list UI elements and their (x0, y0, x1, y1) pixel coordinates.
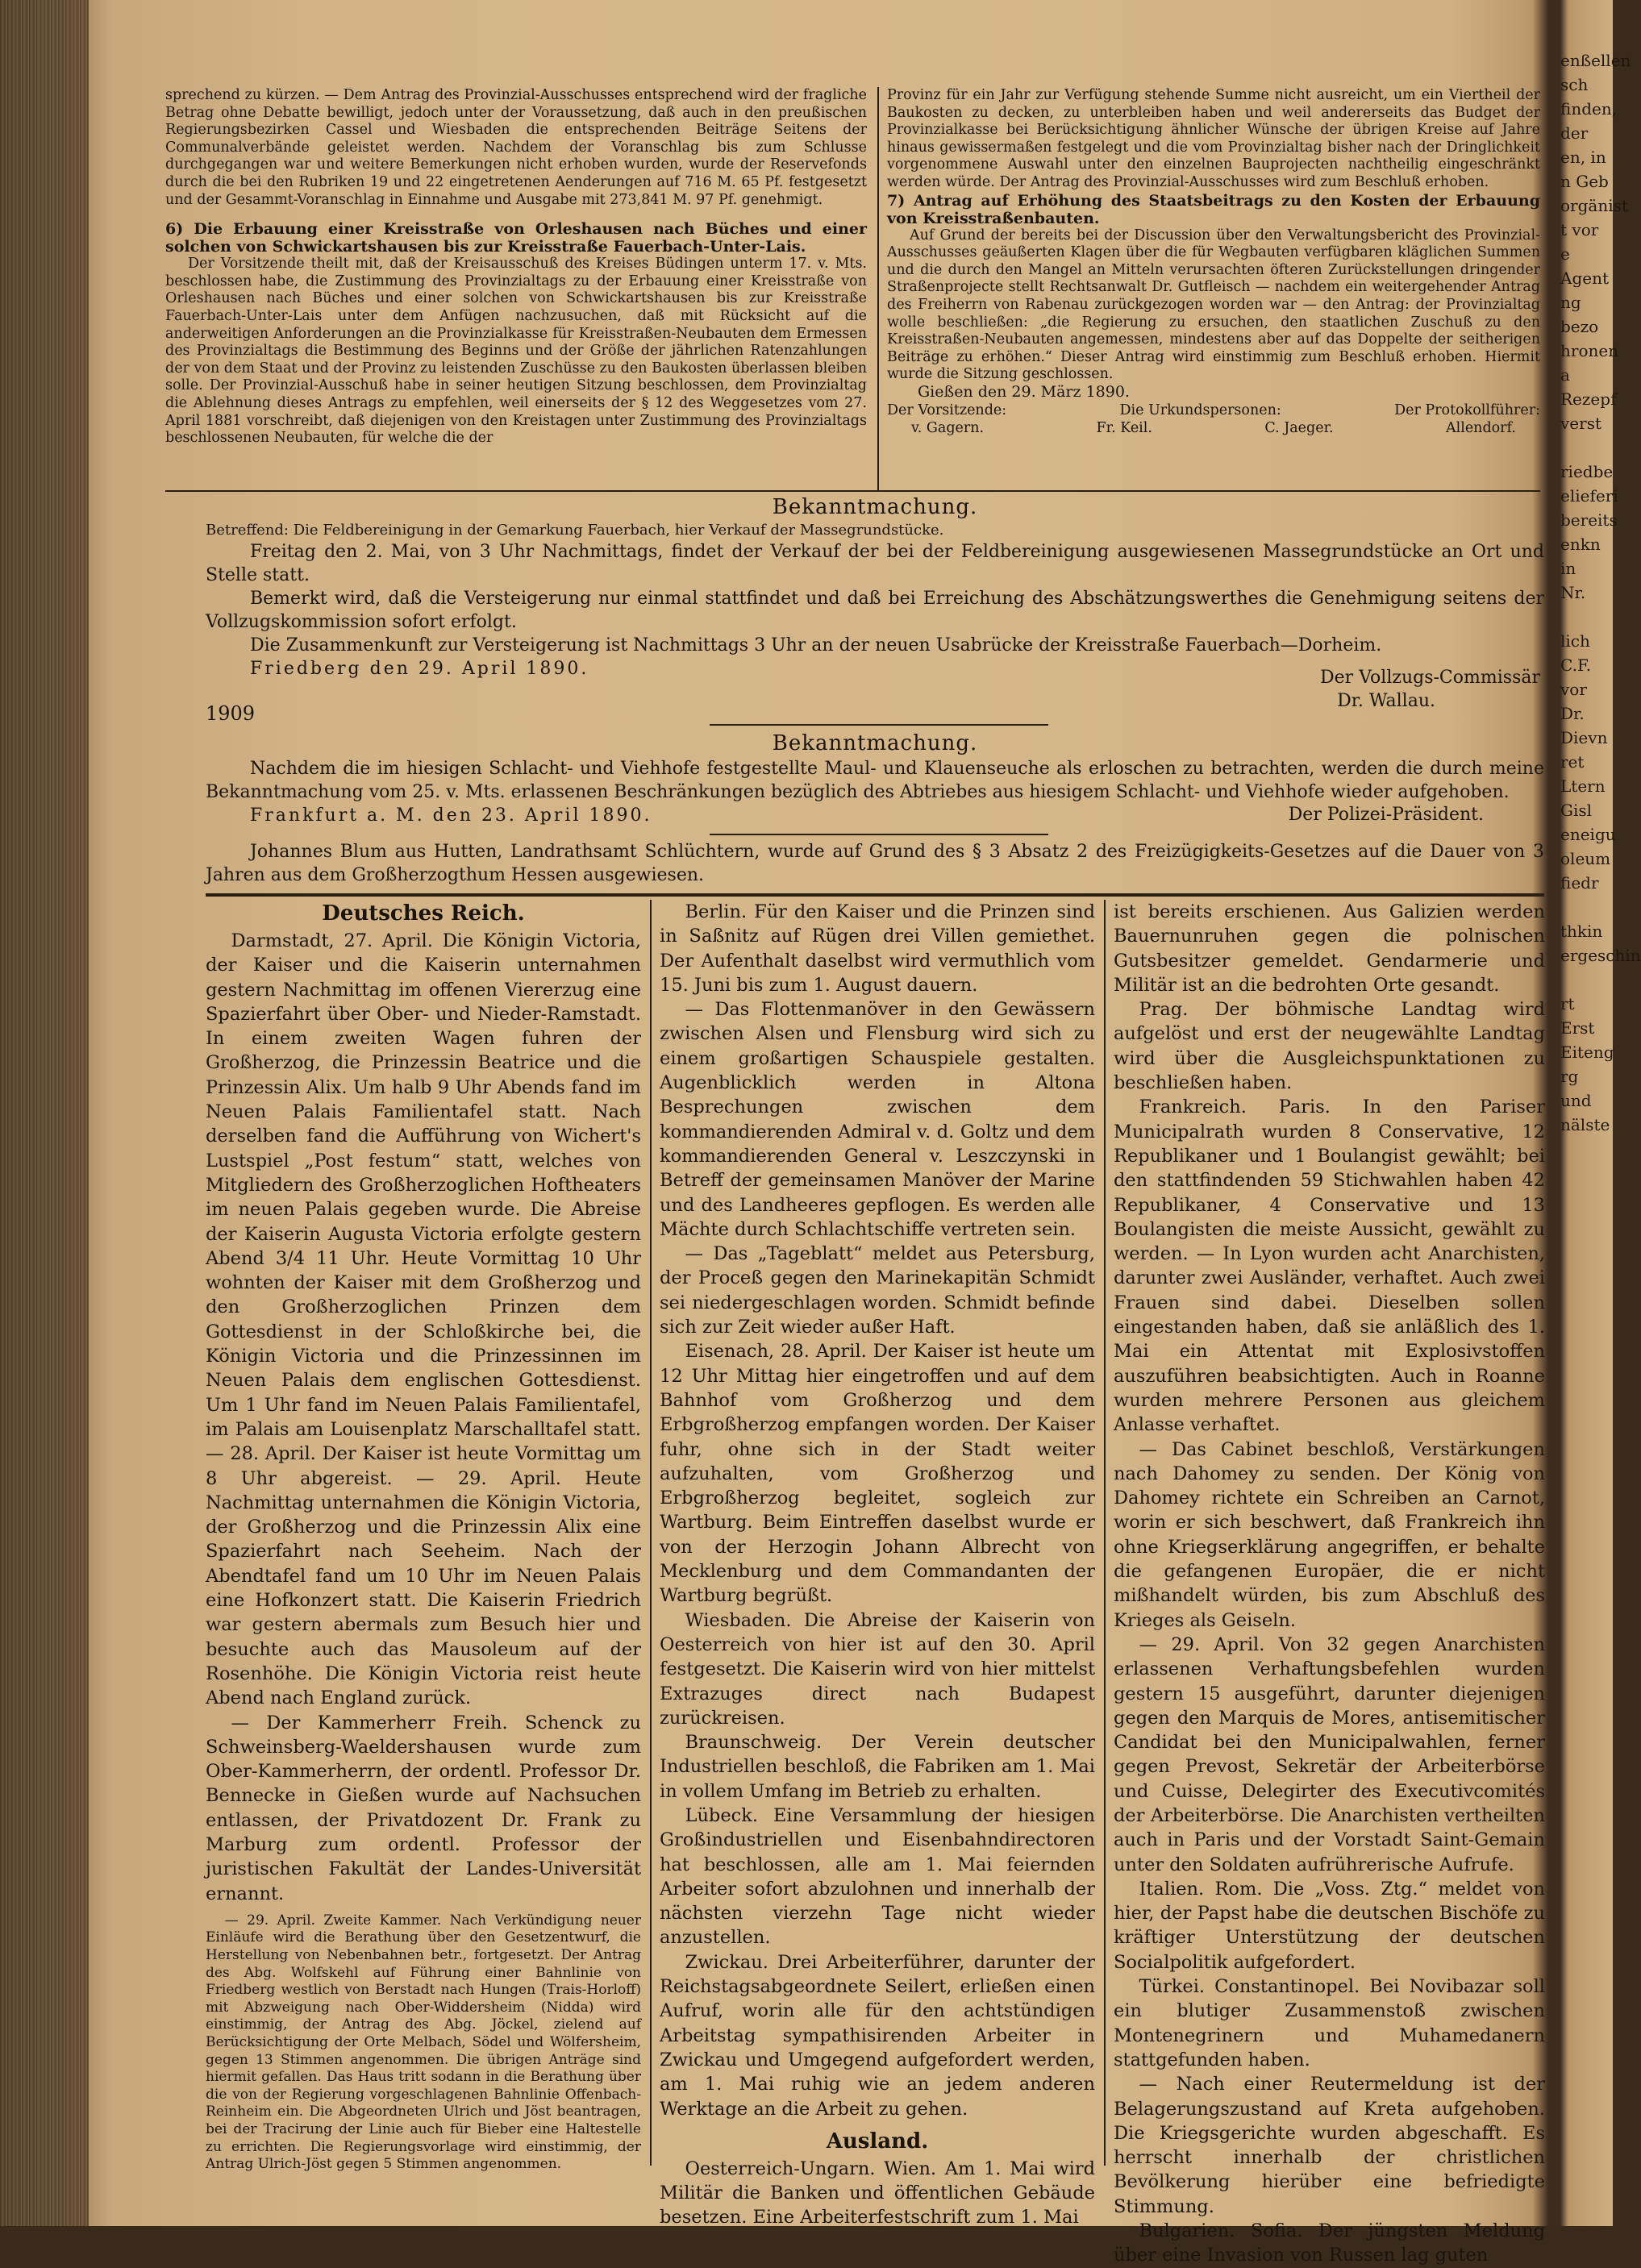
notice-divider (710, 834, 1048, 835)
protocol-right-block (887, 87, 1540, 490)
section-rule-heavy (206, 893, 1544, 897)
adjacent-page-line: finden, der (1560, 99, 1618, 143)
col3-anarchisten: — 29. April. Von 32 gegen Anarchisten erlassenen Verhaftungsbefehlen wurden gestern 15 ausgeführt, darunter diejenigen gegen den Marquis de Mores, antisemitischer Candidat bei den Municipalwahlen, ferner gegen Prevost, Sekretär der Arbeiterbörse und Cuisse, Delegirter des Executivcomités der Arbeiterbörse. Die Anarchisten vertheilten auch in Paris und der Vorstadt Saint-Gemain unter den Soldaten aufrührerische Aufrufe. (1114, 1633, 1545, 1875)
sig-name-clerk: Allendorf. (1445, 419, 1516, 436)
notice2-title: Bekanntmachung. (772, 731, 978, 755)
notice-divider (710, 724, 1048, 726)
col2-wiesbaden: Wiesbaden. Die Abreise der Kaiserin von Oesterreich von hier ist auf den 30. April festgesetzt. Die Kaiserin wird von hier mittelst Extrazuges direct nach Budapest zurückreisen. (660, 1609, 1095, 1729)
notice1-date: Friedberg den 29. April 1890. (250, 659, 589, 679)
notice-ausweisung (206, 840, 1544, 890)
sig-label-record: Die Urkundspersonen: (1119, 402, 1281, 418)
column-right (1114, 900, 1545, 2266)
adjacent-page-line: enßellen sch (1560, 51, 1631, 94)
col2-luebeck: Lübeck. Eine Versammlung der hiesigen Großindustriellen und Eisenbahndirectoren hat beschlossen, alle am 1. Mai feiernden Arbeiter sofort abzulohnen und innerhalb der nächsten vierzehn Tage nicht wieder anzustellen. (660, 1804, 1095, 1949)
notice1-p1: Freitag den 2. Mai, von 3 Uhr Nachmittags, findet der Verkauf der bei der Feldbereinigung ausgewiesenen Massegrundstücke an Ort und Stelle statt. (206, 542, 1544, 585)
notice1-sig-title: Der Vollzugs-Commissär (1320, 668, 1540, 688)
col1-personalia: — Der Kammerherr Freih. Schenck zu Schweinsberg-Waeldershausen wurde zum Ober-Kammerherrn, der ordentl. Professor Dr. Bennecke in Gießen wurde auf Nachsuchen entlassen, der Privatdozent Dr. Frank zu Marburg zum ordentl. Professor der juristischen Fakultät der Landes-Universität ernannt. (206, 1712, 641, 1904)
adjacent-page-line: thkin (1560, 922, 1603, 941)
col3-prag: Prag. Der böhmische Landtag wird aufgelöst und erst der neugewählte Landtag wird über die Ausgleichspunktationen zu beschließen haben. (1114, 999, 1545, 1094)
item7-heading: 7) Antrag auf Erhöhung des Staatsbeitrags zu den Kosten der Erbauung von Kreisstraßenbauten. (887, 191, 1540, 227)
adjacent-page-line: Erst (1560, 1018, 1595, 1038)
notice1-number: 1909 (206, 702, 256, 725)
column-rule (877, 87, 879, 490)
adjacent-page-line: verst (1560, 414, 1601, 433)
protocol-date: Gießen den 29. März 1890. (918, 382, 1130, 401)
notice3-p1: Johannes Blum aus Hutten, Landrathsamt Schlüchtern, wurde auf Grund des § 3 Absatz 2 des Freizügigkeits-Gesetzes auf die Dauer von 3 Jahren aus dem Großherzogthum Hessen ausgewiesen. (206, 842, 1544, 885)
adjacent-page-line: Agent (1560, 268, 1609, 288)
adjacent-page-line: eneigu (1560, 825, 1616, 844)
adjacent-page-line: rt (1560, 994, 1575, 1013)
sig-name-1: Fr. Keil. (1096, 419, 1152, 436)
sig-name-2: C. Jaeger. (1264, 419, 1334, 436)
adjacent-page-line: ergeschin (1560, 946, 1641, 965)
adjacent-page-line: Dievn (1560, 728, 1608, 747)
notice1-sig-name: Dr. Wallau. (1337, 691, 1435, 711)
notice1-p3: Die Zusammenkunft zur Versteigerung ist Nachmittags 3 Uhr an der neuen Usabrücke der Kreisstraße Fauerbach—Dorheim. (250, 635, 1382, 655)
adjacent-page-line (1560, 605, 1613, 629)
adjacent-page-line: Rezepf (1560, 389, 1617, 409)
adjacent-page-line (1560, 968, 1613, 992)
adjacent-page-fragments (1560, 48, 1641, 2209)
item6-heading: 6) Die Erbauung einer Kreisstraße von Orleshausen nach Büches und einer solchen von Schwickartshausen bis zur Kreisstraße Fauerbach-Unter-Lais. (165, 220, 867, 256)
adjacent-page-line: t vor e (1560, 220, 1599, 264)
adjacent-page-line: elieferi (1560, 486, 1618, 506)
adjacent-page-line: rg und (1560, 1067, 1592, 1110)
adjacent-page-line: n Geb (1560, 172, 1609, 191)
adjacent-page-line: hronen a (1560, 341, 1619, 385)
notice2-signature: Der Polizei-Präsident. (1288, 805, 1484, 825)
notice1-subject: Betreffend: Die Feldbereinigung in der Gemarkung Fauerbach, hier Verkauf der Massegrundstücke. (206, 522, 944, 539)
adjacent-page-line: fiedr (1560, 873, 1599, 893)
adjacent-page-line: enkn in (1560, 535, 1601, 578)
adjacent-page-line (1560, 895, 1613, 919)
signature-names (887, 419, 1540, 437)
protocol-intro-paragraph: sprechend zu kürzen. — Dem Antrag des Provinzial-Ausschusses entsprechend wird der fragliche Betrag ohne Debatte bewilligt, jedoch unter der Voraussetzung, daß auch in den preußischen Regierungsbezirken Cassel und Wiesbaden die entsprechenden Beiträge Seitens der Communalverbände geleistet werden. Nachdem der Voranschlag bis zum Schlusse durchgegangen war und weitere Bemerkungen nicht erhoben wurden, wurde der Reservefonds durch die bei den Rubriken 19 und 22 eingetretenen Aenderungen auf 716 M. 65 Pf. festgesetzt und der Gesammt-Voranschlag in Einnahme und Ausgabe mit 273,841 M. 97 Pf. genehmigt. (165, 87, 867, 208)
notice2-date: Frankfurt a. M. den 23. April 1890. (250, 805, 652, 826)
item6-text: Der Vorsitzende theilt mit, daß der Kreisausschuß des Kreises Büdingen unterm 17. v. Mts. beschlossen habe, die Zustimmung des Provinzialtags zu der Erbauung einer Kreisstraße von Orleshausen nach Büches und einer solchen von Schwickartshausen bis zur Kreisstraße Fauerbach-Unter-Lais unter dem Anfügen nachzusuchen, daß mit Rücksicht auf die anderweitigen Anforderungen an die Provinzialkasse für Kreisstraßen-Neubauten dem Ermessen des Provinzialtags die Bestimmung des Beginns und der Größe der jährlichen Ratenzahlungen der von dem Staat und der Provinz zu leistenden Zuschüsse zu den Baukosten überlassen bleiben solle. Der Provinzial-Ausschuß habe in seiner heutigen Sitzung beschlossen, dem Provinzialtag die Ablehnung dieses Antrags zu empfehlen, weil einerseits der § 12 des Weggesetzes vom 27. April 1881 vorschreibt, daß diejenigen von den Kreistagen unter Zustimmung des Provinzialtags beschlossenen Neubauten, für welche die der (165, 256, 867, 447)
signature-labels (887, 402, 1540, 419)
section-heading-deutsches-reich: Deutsches Reich. (322, 901, 525, 926)
col2-berlin: Berlin. Für den Kaiser und die Prinzen sind in Saßnitz auf Rügen drei Villen gemiethet. Der Aufenthalt daselbst wird vermuthlich vom 15. Juni bis zum 1. August dauern. (660, 901, 1095, 996)
adjacent-page-line: Gisl (1560, 801, 1593, 820)
sig-label-chair: Der Vorsitzende: (887, 402, 1007, 418)
column-rule (650, 900, 652, 2166)
section-rule (165, 490, 1540, 492)
adjacent-page-line: Eiteng (1560, 1042, 1614, 1062)
item7-text: Auf Grund der bereits bei der Discussion über den Verwaltungsbericht des Provinzial-Ausschusses geäußerten Klagen über die für Wegbauten verfügbaren kläglichen Summen und die durch den Mangel an Mitteln verursachten öfteren Zurückstellungen dringender Straßenprojecte stellt Rechtsanwalt Dr. Gutfleisch — nachdem ein weitergehender Antrag des Freiherrn von Rabenau zurückgezogen worden war — den Antrag: der Provinzialtag wolle beschließen: „die Regierung zu ersuchen, den staatlichen Zuschuß zu den Kreisstraßen-Neubauten angemessen, mindestens aber auf das Doppelte der seitherigen Beiträge zu erhöhen.“ Dieser Antrag wird einstimmig zum Beschluß erhoben. Hiermit wurde die Sitzung geschlossen. (887, 227, 1540, 383)
col2-braunschweig: Braunschweig. Der Verein deutscher Industriellen beschloß, die Fabriken am 1. Mai in vollem Umfang im Betrieb zu erhalten. (660, 1732, 1095, 1802)
section-heading-ausland: Ausland. (826, 2129, 929, 2154)
adjacent-page-line: nälste (1560, 1115, 1610, 1134)
adjacent-page-line: ret Ltern (1560, 752, 1606, 796)
col3-galizien: ist bereits erschienen. Aus Galizien werden Bauernunruhen gegen die polnischen Gutsbesitzer gemeldet. Gendarmerie und Militär ist an die bedrohten Orte gesandt. (1114, 901, 1545, 996)
adjacent-page-line: orgänist (1560, 196, 1628, 215)
col2-flottenmanoever: — Das Flottenmanöver in den Gewässern zwischen Alsen und Flensburg wird sich zu einem großartigen Schauspiele gestalten. Augenblicklich werden in Altona Besprechungen zwischen dem kommandierenden Admiral v. d. Goltz und dem kommandierenden General v. Leszczynski in Betreff der gemeinsamen Manöver der Marine und des Landheeres gepflogen. Es werden alle Mächte durch Schlachtschiffe vertreten sein. (660, 999, 1095, 1240)
protocol-left-block (165, 87, 867, 447)
col2-eisenach: Eisenach, 28. April. Der Kaiser ist heute um 12 Uhr Mittag hier eingetroffen und auf dem Bahnhof vom Großherzog und dem Erbgroßherzog empfangen worden. Der Kaiser fuhr, ohne sich in der Stadt weiter aufzuhalten, vom Großherzog und Erbgroßherzog begleitet, sogleich zur Wartburg. Beim Eintreffen daselbst wurde er von der Herzogin Johann Albrecht von Mecklenburg und dem Commandanten der Wartburg begrüßt. (660, 1341, 1095, 1607)
notice2-p1: Nachdem die im hiesigen Schlacht- und Viehhofe festgestellte Maul- und Klauenseuche als erloschen zu betrachten, werden die durch meine Bekanntmachung vom 25. v. Mts. erlassenen Beschränkungen bezüglich des Abtriebes aus hiesigem Schlacht- und Viehhofe wieder aufgehoben. (206, 759, 1544, 802)
sig-name-chair: v. Gagern. (911, 419, 985, 436)
adjacent-page-line: lich C.F. (1560, 631, 1592, 675)
adjacent-page-line: vor Dr. (1560, 680, 1587, 723)
col3-dahomey: — Das Cabinet beschloß, Verstärkungen nach Dahomey zu senden. Der König von Dahomey richtete ein Schreiben an Carnot, worin er sich beschwert, daß Frankreich ihn ohne Kriegserklärung angegriffen, er behalte die gefangenen Europäer, die er nicht mißhandelt würden, bis zum Abschluß des Krieges als Geiseln. (1114, 1438, 1545, 1631)
col2-tageblatt: — Das „Tageblatt“ meldet aus Petersburg, der Proceß gegen den Marinekapitän Schmidt sei niedergeschlagen worden. Schmidt befinde sich zur Zeit wieder außer Haft. (660, 1243, 1095, 1338)
adjacent-page-line: ng bezo (1560, 293, 1599, 336)
notice1-signature (1048, 666, 1540, 713)
col1-zweite-kammer: — 29. April. Zweite Kammer. Nach Verkündigung neuer Einläufe wird die Berathung über den Gesetzentwurf, die Herstellung von Nebenbahnen betr., fortgesetzt. Der Antrag des Abg. Wolfskehl auf Führung einer Bahnlinie von Friedberg westlich von Berstadt nach Hungen (Trais-Horloff) mit Abzweigung nach Ober-Widdersheim (Nidda) wird einstimmig, der Antrag des Abg. Jöckel, zielend auf Berücksichtigung der Orte Melbach, Södel und Wölfersheim, gegen 13 Stimmen angenommen. Die übrigen Anträge sind hiermit gefallen. Das Haus tritt sodann in die Berathung über die von der Regierung vorgeschlagenen Bahnlinie Offenbach-Reinheim ein. Die Abgeordneten Ulrich und Jöst beantragen, bei der Tracirung der Linie auch für Bieber eine Haltestelle zu errichten. Die Regierungsvorlage wird einstimmig, der Antrag Ulrich-Jöst gegen 5 Stimmen angenommen. (206, 1912, 641, 2173)
col1-darmstadt: Darmstadt, 27. April. Die Königin Victoria, der Kaiser und die Kaiserin unternahmen gestern Nachmittag im offenen Viererzug eine Spazierfahrt über Ober- und Nieder-Ramstadt. In einem zweiten Wagen fuhren der Großherzog, die Prinzessin Beatrice und die Prinzessin Alix. Um halb 9 Uhr Abends fand im Neuen Palais Familientafel statt. Nach derselben fand die Aufführung von Wichert's Lustspiel „Post festum“ statt, welches von Mitgliedern des Großherzoglichen Hoftheaters im neuen Palais gegeben wurde. Die Abreise der Kaiserin Augusta Victoria erfolgte gestern Abend 3/4 11 Uhr. Heute Vormittag 10 Uhr wohnten der Kaiser mit dem Großherzog und den Großherzoglichen Prinzen dem Gottesdienst in der Schloßkirche bei, die Königin Victoria und die Prinzessinnen im Neuen Palais dem englischen Gottesdienst. Um 1 Uhr fand im Neuen Palais Familientafel, im Palais am Louisenplatz Marschalltafel statt. — 28. April. Der Kaiser ist heute Vormittag um 8 Uhr abgereist. — 29. April. Heute Nachmittag unternahmen die Königin Victoria, der Großherzog und die Prinzessin Alix eine Spazierfahrt nach Seeheim. Nach der Abendtafel fand um 10 Uhr im Neuen Palais eine Hofkonzert statt. Die Kaiserin Friedrich war gestern abermals zum Besuch hier und besuchte auch das Mausoleum auf der Rosenhöhe. Die Königin Victoria reist heute Abend nach England zurück. (206, 930, 641, 1709)
col2-oesterreich: Oesterreich-Ungarn. Wien. Am 1. Mai wird Militär die Banken und öffentlichen Gebäude besetzen. Eine Arbeiterfestschrift zum 1. Mai (660, 2158, 1095, 2228)
protocol-continuation: Provinz für ein Jahr zur Verfügung stehende Summe nicht ausreicht, um ein Viertheil der Baukosten zu decken, zu unterbleiben haben und weil andererseits das Budget der Provinzialkasse bei Berücksichtigung ähnlicher Wünsche der übrigen Kreise auf Jahre hinaus gewissermaßen festgelegt und die vom Provinzialtag bisher nach der Dringlichkeit vorgenommene Auswahl unter den einzelnen Bauprojecten nachtheilig eingeschränkt werden würde. Der Antrag des Provinzial-Ausschusses wird zum Beschluß erhoben. (887, 87, 1540, 190)
col3-italien: Italien. Rom. Die „Voss. Ztg.“ meldet von hier, der Papst habe die deutschen Bischöfe zu kräftiger Unterstützung der deutschen Socialpolitik aufgefordert. (1114, 1878, 1545, 1973)
adjacent-page-line: en, in (1560, 148, 1606, 167)
col3-tuerkei: Türkei. Constantinopel. Bei Novibazar soll ein blutiger Zusammenstoß zwischen Montenegrinern und Muhamedanern stattgefunden haben. (1114, 1976, 1545, 2070)
column-middle (660, 900, 1095, 2228)
adjacent-page-line: bereits (1560, 510, 1618, 530)
col3-frankreich: Frankreich. Paris. In den Pariser Municipalrath wurden 8 Conservative, 12 Republikaner und 1 Boulangist gewählt; bei den stattfindenden 59 Stichwahlen haben 42 Republikaner, 4 Conservative und 13 Boulangisten die meiste Aussicht, gewählt zu werden. — In Lyon wurden acht Anarchisten, darunter zwei Ausländer, verhaftet. Auch zwei Frauen sind dabei. Dieselben sollen eingestanden haben, daß sie anläßlich des 1. Mai ein Attentat mit Explosivstoffen auszuführen beabsichtigten. Auch in Roanne wurden mehrere Personen aus gleichem Anlasse verhaftet. (1114, 1097, 1545, 1436)
adjacent-page-line: riedbe (1560, 462, 1614, 481)
notice1-p2: Bemerkt wird, daß die Versteigerung nur einmal stattfindet und daß bei Erreichung des Abschätzungswerthes die Genehmigung seitens der Vollzugskommission sofort erfolgt. (206, 589, 1544, 632)
sig-label-clerk: Der Protokollführer: (1394, 402, 1540, 418)
col3-kreta: — Nach einer Reutermeldung ist der Belagerungszustand auf Kreta aufgehoben. Die Kriegsgerichte wurden abgeschafft. Es herrscht innerhalb der christlichen Bevölkerung hierüber eine befriedigte Stimmung. (1114, 2074, 1545, 2217)
adjacent-page-line: Nr. (1560, 583, 1586, 602)
col2-zwickau: Zwickau. Drei Arbeiterführer, darunter der Reichstagsabgeordnete Seilert, erließen einen Aufruf, worin alle für den achtstündigen Arbeitstag sympathisirenden Arbeiter in Zwickau und Umgegend aufgefordert werden, am 1. Mai ruhig wie an jedem anderen Werktage an die Arbeit zu gehen. (660, 1951, 1095, 2120)
adjacent-page-line: oleum (1560, 849, 1611, 868)
column-deutsches-reich (206, 900, 641, 2173)
notice1-title: Bekanntmachung. (772, 495, 978, 519)
col3-bulgarien: Bulgarien. Sofia. Der jüngsten Meldung über eine Invasion von Russen lag guten (1114, 2220, 1545, 2266)
column-rule (1104, 900, 1106, 2166)
book-binding-edge (0, 0, 89, 2226)
adjacent-page-line (1560, 435, 1613, 460)
